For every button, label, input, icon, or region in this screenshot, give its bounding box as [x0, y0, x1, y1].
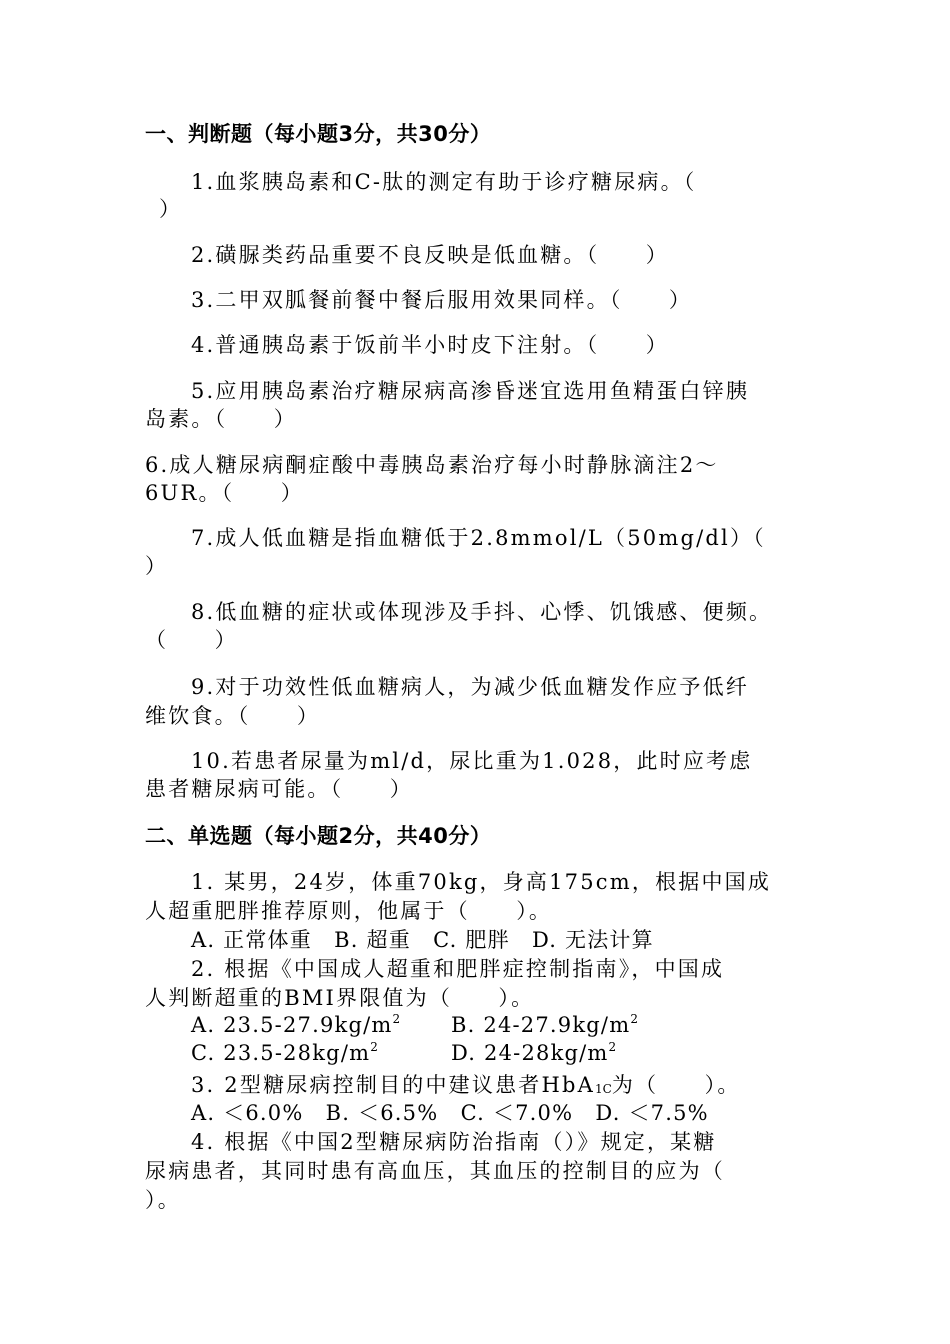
judge-q6-line2: 6UR。（ ）	[145, 481, 304, 505]
judge-q7-line1: 7.成人低血糖是指血糖低于2.8mmol/L（50mg/dl）（	[191, 526, 766, 550]
choice-q1-options: A. 正常体重 B. 超重 C. 肥胖 D. 无法计算	[191, 928, 654, 952]
choice-q4-line3: ）。	[145, 1188, 181, 1212]
choice-q3-options: A. ＜6.0% B. ＜6.5% C. ＜7.0% D. ＜7.5%	[191, 1101, 709, 1125]
judge-q9-line1: 9.对于功效性低血糖病人，为减少低血糖发作应予低纤	[191, 675, 750, 699]
judge-q4: 4.普通胰岛素于饭前半小时皮下注射。（ ）	[191, 333, 669, 357]
choice-q2-line1: 2. 根据《中国成人超重和肥胖症控制指南》，中国成	[191, 957, 725, 981]
choice-q1-line1: 1. 某男，24岁，体重70kg，身高175cm，根据中国成	[191, 870, 772, 894]
judge-q8-line1: 8.低血糖的症状或体现涉及手抖、心悸、饥饿感、便频。	[191, 600, 773, 624]
judge-q7-line2: ）	[145, 554, 169, 578]
judge-q10-line2: 患者糖尿病可能。（ ）	[145, 777, 413, 801]
choice-q2-line2: 人判断超重的BMI界限值为（ ）。	[145, 986, 535, 1010]
choice-q2-option-c: C. $23.5-28kg/m^2$	[191, 1040, 378, 1065]
judge-q10-line1: 10.若患者尿量为ml/d，尿比重为1.028，此时应考虑	[191, 749, 753, 773]
judge-q1-line1: 1.血浆胰岛素和C-肽的测定有助于诊疗糖尿病。（	[191, 170, 697, 194]
judge-q1-line2: ）	[159, 197, 183, 221]
choice-q4-line1: 4. 根据《中国2型糖尿病防治指南（）》规定，某糖	[191, 1130, 717, 1154]
choice-q1-line2: 人超重肥胖推荐原则，他属于（ ）。	[145, 899, 553, 923]
section1-heading: 一、判断题（每小题3分，共30分）	[145, 122, 492, 146]
section2-heading: 二、单选题（每小题2分，共40分）	[145, 824, 492, 848]
choice-q3-line1: 3. 2型糖尿病控制目的中建议患者HbA$_{1C}$为（ ）。	[191, 1073, 741, 1097]
choice-q4-line2: 尿病患者，其同时患有高血压，其血压的控制目的应为（	[145, 1159, 725, 1183]
judge-q8-line2: （ ）	[145, 628, 238, 652]
choice-q2-option-b: B. $24-27.9kg/m^2$	[451, 1012, 638, 1037]
judge-q2: 2.磺脲类药品重要不良反映是低血糖。（ ）	[191, 243, 669, 267]
judge-q3: 3.二甲双胍餐前餐中餐后服用效果同样。（ ）	[191, 288, 693, 312]
judge-q5-line2: 岛素。（ ）	[145, 407, 297, 431]
choice-q2-option-d: D. $24-28kg/m^2$	[451, 1040, 617, 1065]
judge-q6-line1: 6.成人糖尿病酮症酸中毒胰岛素治疗每小时静脉滴注2～	[145, 453, 719, 477]
judge-q9-line2: 维饮食。（ ）	[145, 704, 321, 728]
judge-q5-line1: 5.应用胰岛素治疗糖尿病高渗昏迷宜选用鱼精蛋白锌胰	[191, 379, 750, 403]
choice-q2-option-a: A. $23.5-27.9kg/m^2$	[191, 1012, 401, 1037]
